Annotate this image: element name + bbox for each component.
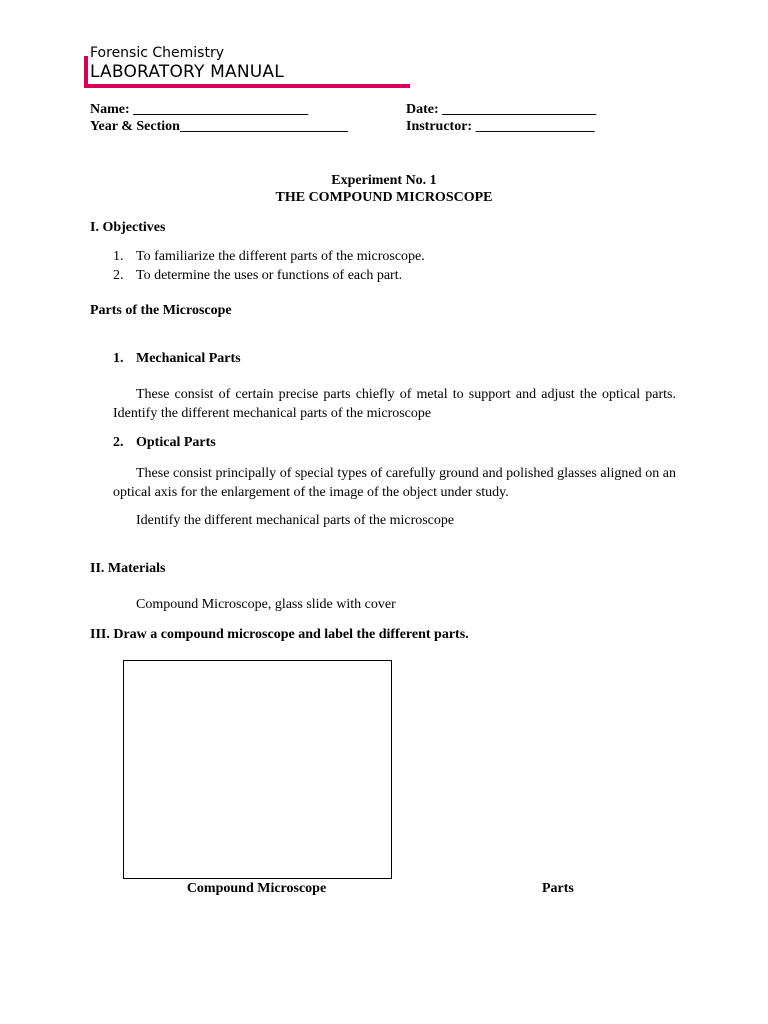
subject-label: Forensic Chemistry [90,45,224,61]
mechanical-parts-num: 1. [113,351,124,366]
materials-heading: II. Materials [90,561,166,576]
mechanical-parts-title: Mechanical Parts [136,351,241,366]
objective-item-1-text: To familiarize the different parts of the microscope. [136,249,425,264]
drawing-box-caption: Compound Microscope [186,881,327,896]
optical-parts-instruction: Identify the different mechanical parts of the microscope [136,513,455,528]
date-field: Date: ______________________ [406,102,597,117]
optical-parts-title: Optical Parts [136,435,216,450]
drawing-box[interactable] [123,660,392,879]
header-accent-horizontal [84,84,410,88]
year-section-field: Year & Section________________________ [90,119,348,134]
mechanical-parts-text: These consist of certain precise parts chiefly of metal to support and adjust the optical parts. Identify the different mechanical parts of the microscope [113,387,676,421]
name-field: Name: _________________________ [90,102,309,117]
objective-item-1-num: 1. [113,249,124,264]
optical-parts-text: These consist principally of special types of carefully ground and polished glasses aligned on an optical axis for the enlargement of the image of the object under study. [113,466,676,500]
manual-title: LABORATORY MANUAL [90,62,284,82]
objectives-heading: I. Objectives [90,220,166,235]
parts-heading: Parts of the Microscope [90,303,232,318]
materials-text: Compound Microscope, glass slide with cover [136,597,396,612]
parts-caption: Parts [542,881,574,896]
optical-parts-num: 2. [113,435,124,450]
instructor-field: Instructor: _________________ [406,119,595,134]
experiment-title: THE COMPOUND MICROSCOPE [275,190,493,205]
experiment-number: Experiment No. 1 [331,173,437,188]
drawing-heading: III. Draw a compound microscope and label the different parts. [90,627,469,642]
objective-item-2-text: To determine the uses or functions of each part. [136,268,403,283]
objective-item-2-num: 2. [113,268,124,283]
